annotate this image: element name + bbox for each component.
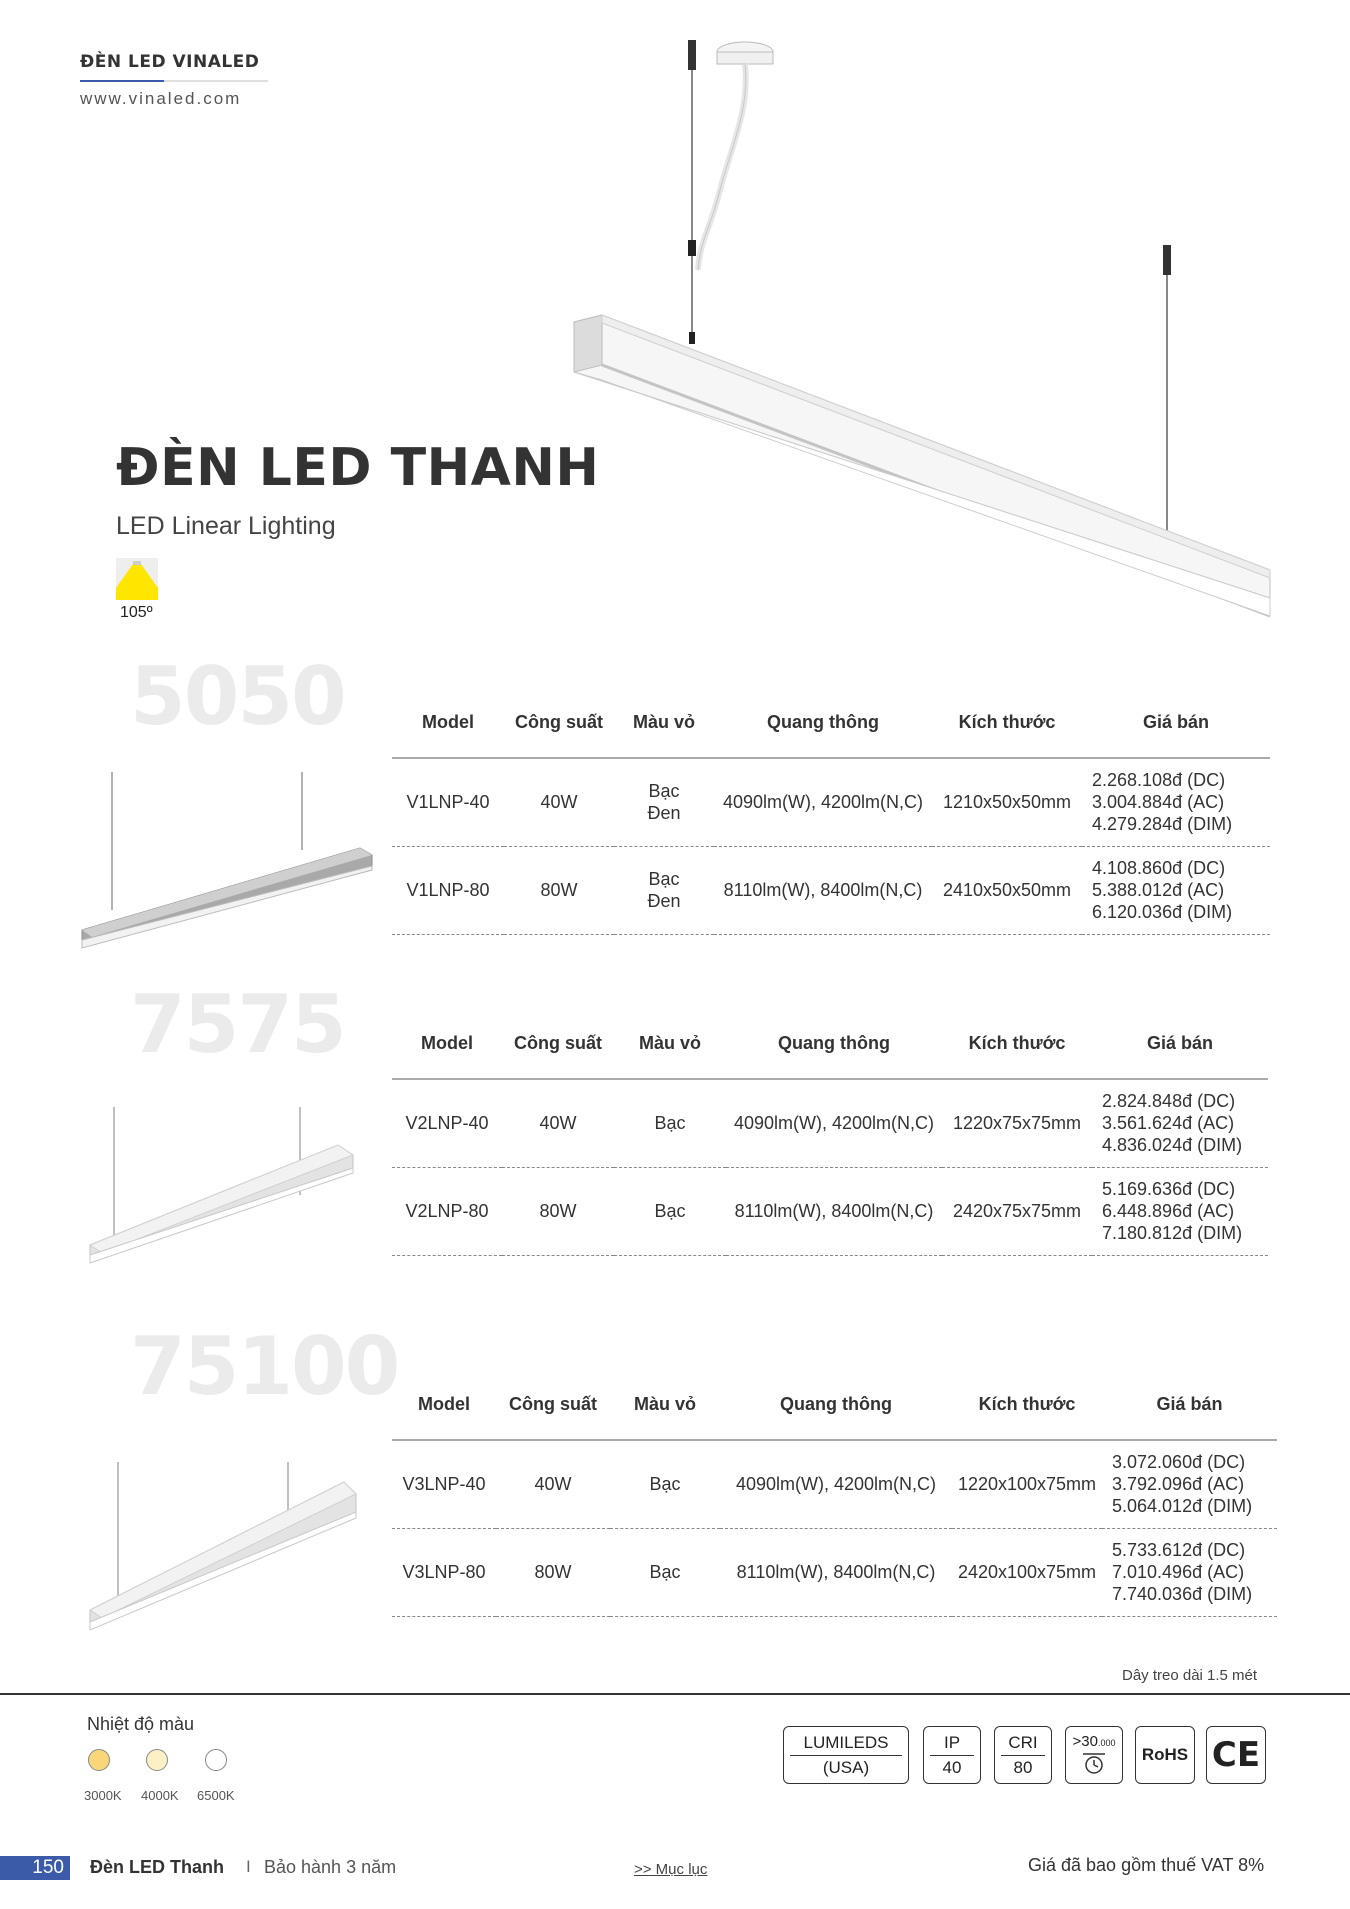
size-cell: 2410x50x50mm (932, 846, 1082, 934)
vat-note: Giá đã bao gồm thuế VAT 8% (1028, 1855, 1265, 1875)
size-cell: 1220x100x75mm (952, 1440, 1102, 1528)
power-cell: 40W (502, 1079, 614, 1167)
table-row (392, 1079, 1268, 1167)
size-cell: 2420x100x75mm (952, 1528, 1102, 1616)
brand-underline (80, 80, 268, 82)
price-cell: 2.824.848đ (DC) 3.561.624đ (AC) 4.836.024đ (DIM) (1092, 1079, 1268, 1167)
model-cell: V1LNP-40 (392, 758, 504, 846)
clock-icon (1081, 1752, 1107, 1774)
hero-pendant-lamp-image (560, 30, 1280, 630)
cri-badge: CRI 80 (994, 1726, 1052, 1784)
footer-divider (0, 1693, 1350, 1695)
rohs-badge: RoHS (1135, 1726, 1195, 1784)
model-cell: V3LNP-80 (392, 1528, 496, 1616)
series-number: 5050 (130, 650, 345, 743)
flux-cell: 8110lm(W), 8400lm(N,C) (720, 1528, 952, 1616)
footer-warranty: Bảo hành 3 năm (264, 1857, 397, 1877)
power-cell: 40W (496, 1440, 610, 1528)
table-header-row (392, 688, 1270, 758)
color-name-3000k: 3000K (84, 1788, 122, 1803)
col-power: Công suất (504, 688, 614, 758)
col-housing-color: Màu vỏ (614, 1009, 726, 1079)
price-cell: 2.268.108đ (DC) 3.004.884đ (AC) 4.279.284đ (DIM) (1082, 758, 1270, 846)
footer-section-title: Đèn LED Thanh (90, 1857, 224, 1877)
power-cell: 40W (504, 758, 614, 846)
price-cell: 5.169.636đ (DC) 6.448.896đ (AC) 7.180.812đ (DIM) (1092, 1167, 1268, 1255)
flux-cell: 8110lm(W), 8400lm(N,C) (714, 846, 932, 934)
brand-name: ĐÈN LED VINALED (80, 52, 260, 72)
table-row (392, 1528, 1277, 1616)
page-number: 150 (0, 1856, 70, 1880)
table-header-row (392, 1009, 1268, 1079)
price-cell: 4.108.860đ (DC) 5.388.012đ (AC) 6.120.036đ (DIM) (1082, 846, 1270, 934)
flux-cell: 4090lm(W), 4200lm(N,C) (720, 1440, 952, 1528)
color-dot-3000k (88, 1749, 110, 1771)
beam-angle-label: 105º (120, 604, 153, 621)
footer-separator: I (246, 1857, 251, 1876)
power-cell: 80W (496, 1528, 610, 1616)
size-cell: 2420x75x75mm (942, 1167, 1092, 1255)
table-row (392, 846, 1270, 934)
col-price: Giá bán (1082, 688, 1270, 758)
housing-color-cell: Bạc (614, 1167, 726, 1255)
col-price: Giá bán (1092, 1009, 1268, 1079)
col-dimensions: Kích thước (952, 1370, 1102, 1440)
lifetime-badge: >30.000 (1065, 1726, 1123, 1784)
table-header-row (392, 1370, 1277, 1440)
suspension-note: Dây treo dài 1.5 mét (1122, 1667, 1258, 1684)
table-of-contents-link[interactable]: >> Mục lục (634, 1861, 708, 1878)
color-dot-4000k (146, 1749, 168, 1771)
beam-angle-icon (116, 558, 158, 600)
housing-color-cell: Bạc Đen (614, 758, 714, 846)
website-link[interactable]: www.vinaled.com (80, 89, 242, 108)
col-power: Công suất (496, 1370, 610, 1440)
power-cell: 80W (504, 846, 614, 934)
housing-color-cell: Bạc (614, 1079, 726, 1167)
table-row (392, 1440, 1277, 1528)
col-price: Giá bán (1102, 1370, 1277, 1440)
price-cell: 5.733.612đ (DC) 7.010.496đ (AC) 7.740.036đ (DIM) (1102, 1528, 1277, 1616)
col-luminous-flux: Quang thông (714, 688, 932, 758)
col-model: Model (392, 1009, 502, 1079)
lamp-75100-image (88, 1460, 368, 1630)
spec-table-7575 (392, 1009, 1268, 1256)
color-dot-6500k (205, 1749, 227, 1771)
spec-table-5050 (392, 688, 1270, 935)
flux-cell: 4090lm(W), 4200lm(N,C) (726, 1079, 942, 1167)
page-title: ĐÈN LED THANH (116, 438, 600, 498)
series-number: 75100 (130, 1320, 399, 1413)
ce-badge: CE (1206, 1726, 1266, 1784)
table-row (392, 758, 1270, 846)
ip-rating-badge: IP 40 (923, 1726, 981, 1784)
model-cell: V2LNP-80 (392, 1167, 502, 1255)
col-model: Model (392, 688, 504, 758)
model-cell: V2LNP-40 (392, 1079, 502, 1167)
size-cell: 1210x50x50mm (932, 758, 1082, 846)
color-name-6500k: 6500K (197, 1788, 235, 1803)
spec-table-75100 (392, 1370, 1277, 1617)
housing-color-cell: Bạc (610, 1528, 720, 1616)
col-housing-color: Màu vỏ (610, 1370, 720, 1440)
flux-cell: 4090lm(W), 4200lm(N,C) (714, 758, 932, 846)
table-row (392, 1167, 1268, 1255)
col-model: Model (392, 1370, 496, 1440)
flux-cell: 8110lm(W), 8400lm(N,C) (726, 1167, 942, 1255)
color-temperature-label: Nhiệt độ màu (87, 1714, 195, 1734)
lamp-5050-image (80, 770, 380, 950)
col-dimensions: Kích thước (932, 688, 1082, 758)
price-cell: 3.072.060đ (DC) 3.792.096đ (AC) 5.064.012đ (DIM) (1102, 1440, 1277, 1528)
col-luminous-flux: Quang thông (720, 1370, 952, 1440)
page-subtitle: LED Linear Lighting (116, 512, 336, 540)
col-power: Công suất (502, 1009, 614, 1079)
col-dimensions: Kích thước (942, 1009, 1092, 1079)
power-cell: 80W (502, 1167, 614, 1255)
model-cell: V3LNP-40 (392, 1440, 496, 1528)
housing-color-cell: Bạc (610, 1440, 720, 1528)
col-housing-color: Màu vỏ (614, 688, 714, 758)
housing-color-cell: Bạc Đen (614, 846, 714, 934)
model-cell: V1LNP-80 (392, 846, 504, 934)
size-cell: 1220x75x75mm (942, 1079, 1092, 1167)
series-number: 7575 (130, 978, 345, 1071)
col-luminous-flux: Quang thông (726, 1009, 942, 1079)
lumileds-badge: LUMILEDS (USA) (783, 1726, 909, 1784)
lamp-7575-image (88, 1105, 368, 1265)
color-name-4000k: 4000K (141, 1788, 179, 1803)
